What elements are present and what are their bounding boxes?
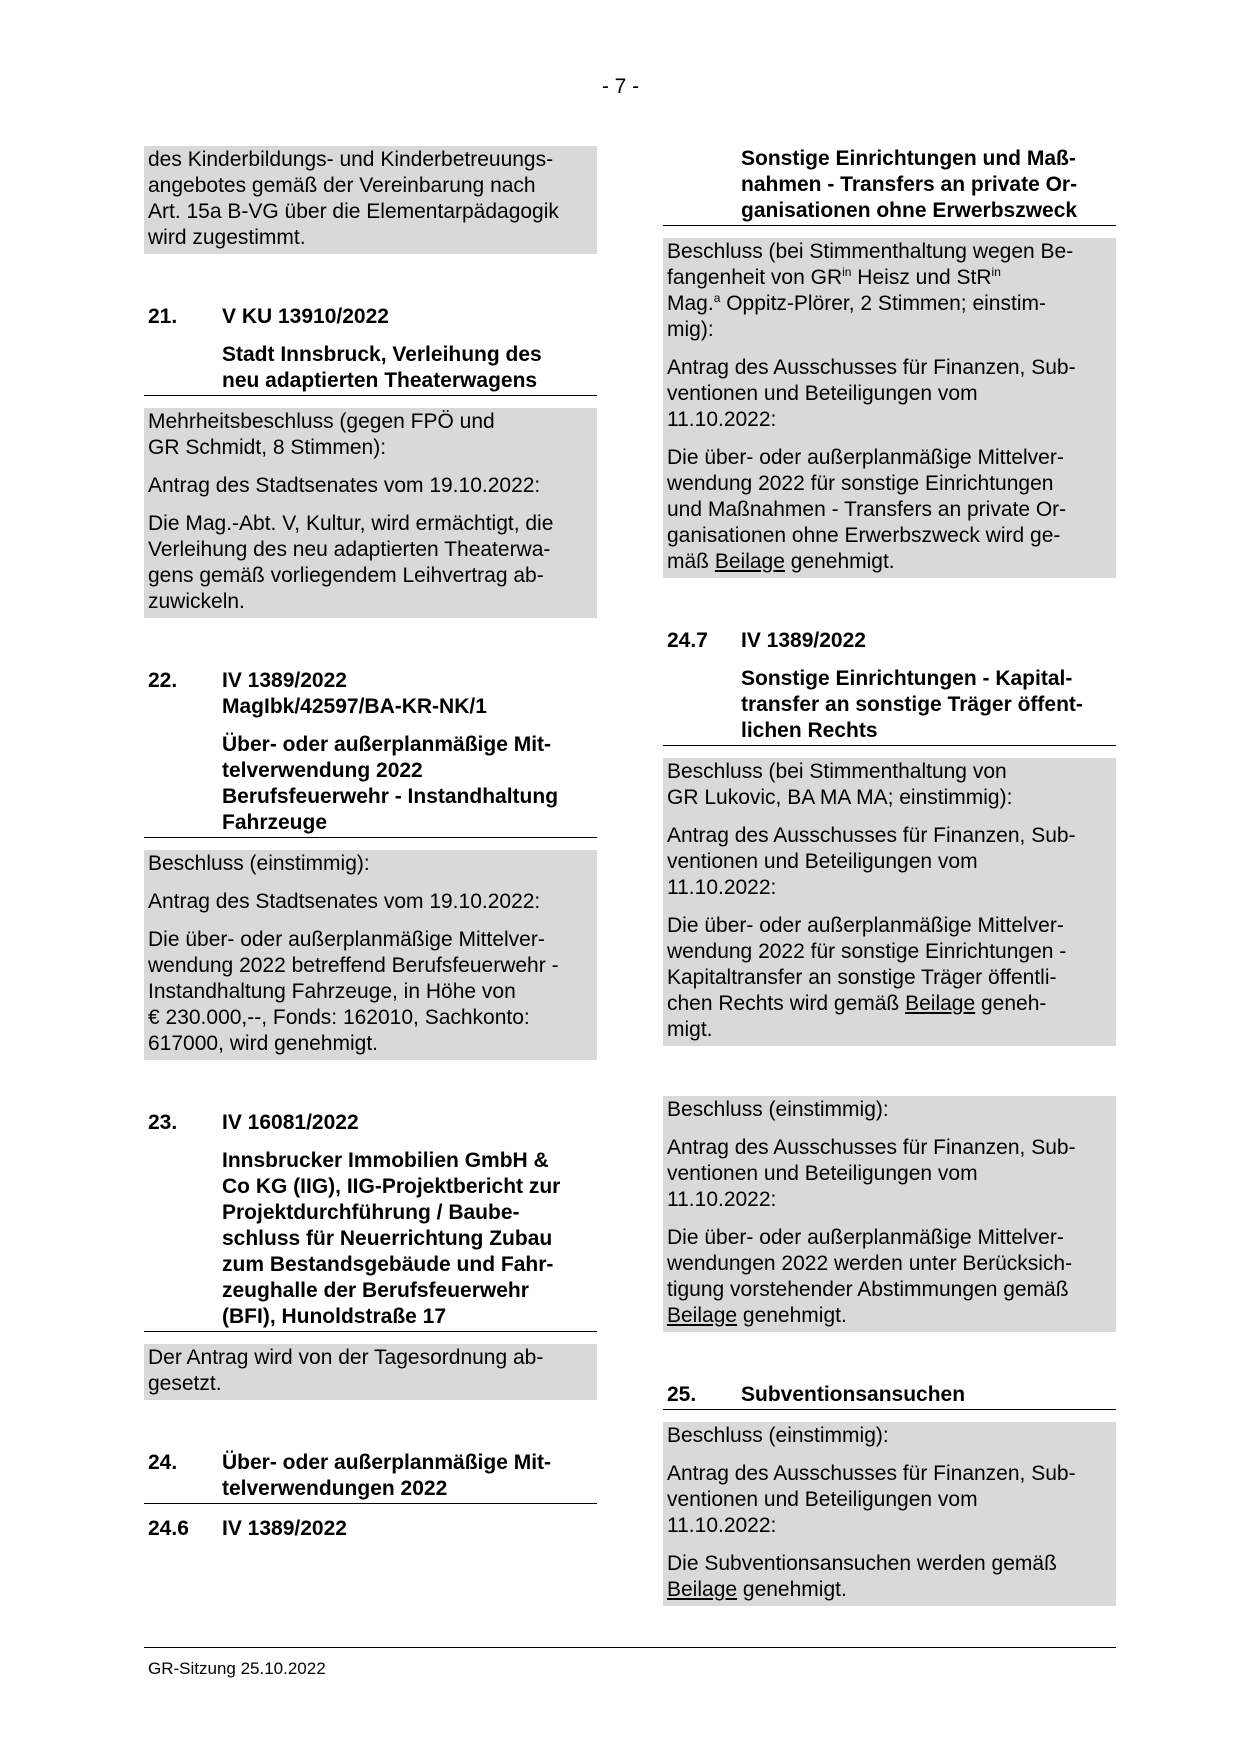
item-title: Innsbrucker Immobilien GmbH & Co KG (IIG), IIG-Projektbericht zur Projektdurchführung / Baube- schluss für Neuerrichtung Zubau zum Bestandsgebäude und Fahr- zeughalle der Berufsfeuerwehr (BFI), Hunoldstraße 17 [222, 1149, 561, 1328]
left-column [144, 146, 597, 1542]
item-number: 21. [148, 305, 178, 328]
agenda-item-25 [663, 1382, 1116, 1606]
item-title: Über- oder außerplanmäßige Mit- telverwendungen 2022 [222, 1451, 552, 1500]
item-number: 24.7 [667, 629, 708, 652]
sub-item-24-7 [663, 628, 1116, 1046]
item-heading [144, 1110, 597, 1136]
resolution-text: Der Antrag wird von der Tagesordnung ab- gesetzt. [148, 1346, 544, 1395]
decision-box [663, 1422, 1116, 1606]
item-heading [144, 304, 597, 330]
item-number: 24. [148, 1451, 178, 1474]
right-column [663, 146, 1116, 1606]
resolution-text: Die über- oder außerplanmäßige Mittelver- wendungen 2022 werden unter Berücksich- tigung vorstehender Abstimmungen gemäß Beilage genehmigt. [667, 1226, 1073, 1327]
decision-text: Beschluss (einstimmig): [667, 1424, 889, 1447]
decision-box [663, 758, 1116, 1046]
decision-text: Beschluss (bei Stimmenthaltung wegen Be- fangenheit von $GR^{in}$ Heisz und StR$^{in}$ Mag.$^a$ Oppitz-Plörer, 2 Stimmen; einstim- mig): [667, 240, 1074, 341]
attachment-link[interactable]: Beilage [667, 1304, 738, 1327]
intro-text-box [144, 146, 597, 254]
decision-text: Mehrheitsbeschluss (gegen FPÖ und GR Schmidt, 8 Stimmen): [148, 410, 495, 459]
attachment-link[interactable]: Beilage [667, 1578, 738, 1601]
agenda-item-23 [144, 1110, 597, 1400]
resolution-text: Die über- oder außerplanmäßige Mittelver- wendung 2022 für sonstige Einrichtungen - Kapitaltransfer an sonstige Träger öffentli- chen Rechts wird gemäß Beilage geneh- migt. [667, 914, 1067, 1041]
item-number: 23. [148, 1111, 178, 1134]
decision-box [663, 238, 1116, 578]
motion-text: Antrag des Ausschusses für Finanzen, Sub- ventionen und Beteiligungen vom 11.10.2022: [667, 356, 1076, 431]
item-heading [144, 668, 597, 720]
item-heading [663, 628, 1116, 654]
resolution-text: Die Subventionsansuchen werden gemäß Beilage genehmigt. [667, 1552, 1057, 1601]
item-title: Sonstige Einrichtungen und Maß- nahmen - Transfers an private Or- ganisationen ohne Erwerbszweck [741, 147, 1078, 222]
item-reference: IV 1389/2022 MagIbk/42597/BA-KR-NK/1 [222, 669, 487, 718]
motion-text: Antrag des Ausschusses für Finanzen, Sub- ventionen und Beteiligungen vom 11.10.2022: [667, 1462, 1076, 1537]
decision-text: Beschluss (einstimmig): [148, 852, 370, 875]
attachment-link[interactable]: Beilage [714, 550, 785, 573]
motion-text: Antrag des Stadtsenates vom 19.10.2022: [148, 474, 541, 497]
item-reference: IV 1389/2022 [222, 1517, 347, 1540]
item-title: Stadt Innsbruck, Verleihung des neu adaptierten Theaterwagens [222, 343, 542, 392]
item-reference: IV 1389/2022 [741, 629, 866, 652]
page-footer [144, 1647, 1116, 1682]
motion-text: Antrag des Ausschusses für Finanzen, Sub- ventionen und Beteiligungen vom 11.10.2022: [667, 1136, 1076, 1211]
attachment-link[interactable]: Beilage [905, 992, 976, 1015]
item-title: Über- oder außerplanmäßige Mit- telverwendung 2022 Berufsfeuerwehr - Instandhaltung Fahrzeuge [222, 733, 559, 834]
item-title: Sonstige Einrichtungen - Kapital- transfer an sonstige Träger öffent- lichen Rechts [741, 667, 1083, 742]
motion-text: Antrag des Ausschusses für Finanzen, Sub- ventionen und Beteiligungen vom 11.10.2022: [667, 824, 1076, 899]
agenda-item-24 [144, 1450, 597, 1542]
decision-box [144, 1344, 597, 1400]
item-number: 25. [667, 1383, 697, 1406]
decision-text: Beschluss (bei Stimmenthaltung von GR Lukovic, BA MA MA; einstimmig): [667, 760, 1013, 809]
item-heading [144, 1450, 597, 1502]
item-reference: IV 16081/2022 [222, 1111, 359, 1134]
intro-paragraph: des Kinderbildungs- und Kinderbetreuungs- angebotes gemäß der Vereinbarung nach Art. 15a B-VG über die Elementarpädagogik wird zugestimmt. [148, 148, 559, 249]
resolution-text: Die über- oder außerplanmäßige Mittelver- wendung 2022 für sonstige Einrichtungen und Maßnahmen - Transfers an private Or- ganisationen ohne Erwerbszweck wird ge- mäß Beilage genehmigt. [667, 446, 1067, 573]
motion-text: Antrag des Stadtsenates vom 19.10.2022: [148, 890, 541, 913]
sub-item-24-6-heading [144, 1516, 597, 1542]
item-number: 22. [148, 669, 178, 692]
decision-box [144, 850, 597, 1060]
page-number: - 7 - [601, 75, 640, 98]
agenda-item-22 [144, 668, 597, 1060]
decision-text: Beschluss (einstimmig): [667, 1098, 889, 1121]
agenda-item-21 [144, 304, 597, 618]
decision-box [144, 408, 597, 618]
resolution-text: Die Mag.-Abt. V, Kultur, wird ermächtigt, die Verleihung des neu adaptierten Theaterwa- gens gemäß vorliegendem Leihvertrag ab- zuwickeln. [148, 512, 554, 613]
item-reference: V KU 13910/2022 [222, 305, 389, 328]
resolution-text: Die über- oder außerplanmäßige Mittelver- wendung 2022 betreffend Berufsfeuerwehr - Instandhaltung Fahrzeuge, in Höhe von € 230.000,--, Fonds: 162010, Sachkonto: 617000, wird genehmigt. [148, 928, 559, 1055]
sub-item-24-6 [663, 146, 1116, 578]
footer-text: GR-Sitzung 25.10.2022 [148, 1659, 326, 1678]
item-24-summary [663, 1096, 1116, 1332]
item-heading [663, 1382, 1116, 1408]
decision-box [663, 1096, 1116, 1332]
item-title: Subventionsansuchen [741, 1383, 966, 1406]
item-number: 24.6 [148, 1517, 189, 1540]
